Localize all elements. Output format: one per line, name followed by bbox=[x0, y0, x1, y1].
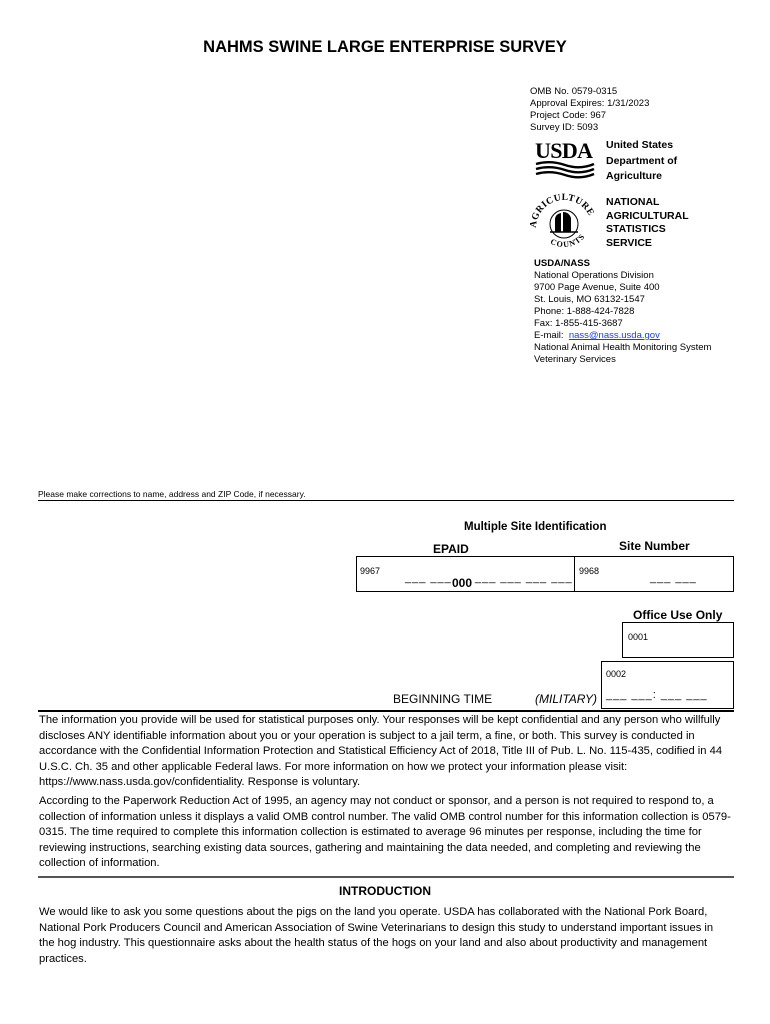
survey-title: NAHMS SWINE LARGE ENTERPRISE SURVEY bbox=[203, 38, 567, 56]
beginning-time-label: BEGINNING TIME bbox=[393, 692, 493, 706]
project-code: Project Code: 967 bbox=[530, 110, 607, 121]
approval-expires: Approval Expires: 1/31/2023 bbox=[530, 98, 650, 109]
fax-line: Fax: 1-855-415-3687 bbox=[534, 318, 623, 329]
mailing-address bbox=[534, 258, 711, 366]
nass-name-line: AGRICULTURAL bbox=[606, 209, 689, 222]
introduction-heading: INTRODUCTION bbox=[339, 884, 431, 898]
address-line: National Operations Division bbox=[534, 270, 654, 281]
seal-top-text: AGRICULTURE bbox=[528, 192, 596, 229]
office-use-label: Office Use Only bbox=[633, 608, 723, 622]
epaid-code: 9967 bbox=[360, 566, 381, 576]
omb-number: OMB No. 0579-0315 bbox=[530, 86, 618, 97]
usda-name-line: Department of bbox=[606, 154, 678, 167]
paperwork-paragraph: According to the Paperwork Reduction Act of 1995, an agency may not conduct or sponsor, and a person is not required to respond to, a collection of information unless it displays a valid OMB control number. The valid OMB control number for this information collection is 0579-0315. The time required to complete this information collection is estimated to average 96 minutes per response, including the time for reviewing instructions, searching existing data sources, gathering and maintaining the data needed, and completing and reviewing the collection of information. bbox=[39, 795, 731, 869]
address-line: Veterinary Services bbox=[534, 354, 616, 365]
office-use-field[interactable] bbox=[622, 622, 734, 658]
corrections-note: Please make corrections to name, address and ZIP Code, if necessary. bbox=[38, 489, 306, 499]
usda-logo-text: USDA bbox=[535, 138, 593, 163]
epaid-blanks-left: ___ ___ bbox=[405, 572, 452, 584]
office-code-1: 0001 bbox=[628, 632, 649, 642]
site-code: 9968 bbox=[579, 566, 600, 576]
divider bbox=[38, 710, 734, 712]
omb-info bbox=[530, 86, 649, 134]
site-id-heading: Multiple Site Identification bbox=[464, 521, 607, 533]
divider bbox=[38, 876, 734, 878]
email-link[interactable]: nass@nass.usda.gov bbox=[568, 330, 660, 341]
beginning-time-field[interactable] bbox=[601, 661, 734, 709]
nass-name-line: NATIONAL bbox=[606, 196, 660, 208]
nass-name-line: STATISTICS bbox=[606, 223, 666, 235]
seal-bottom-text: COUNTS bbox=[549, 231, 587, 250]
epaid-value: 000 bbox=[452, 576, 473, 590]
email-label: E-mail: bbox=[534, 330, 567, 341]
usda-name-line: United States bbox=[606, 139, 674, 151]
time-blanks: ___ ___: ___ ___ bbox=[606, 689, 708, 701]
site-number-label: Site Number bbox=[619, 539, 690, 553]
usda-name bbox=[606, 138, 677, 185]
introduction-text: We would like to ask you some questions about the pigs on the land you operate. USDA has collaborated with the National Pork Board, National Pork Producers Council and American Association of Swine Veterinarians to design this study to understand important issues in the hog industry. This questionnaire asks about the health status of the hogs on your land and also about productivity and management practices. bbox=[39, 906, 714, 965]
usda-logo bbox=[534, 138, 596, 184]
divider bbox=[38, 500, 734, 501]
confidentiality-paragraph: The information you provide will be used for statistical purposes only. Your responses will be kept confidential and any person who willfully discloses ANY identifiable information about you or your operation is subject to a jail term, a fine, or both. This survey is conducted in accordance with the Confidential Information Protection and Statistical Efficiency Act of 2018, Title III of Pub. L. No. 115-435, codified in 44 U.S.C. Ch. 35 and other applicable Federal laws. For more information on how we protect your information please visit: https://www.nass.usda.gov/confidentiality. Response is voluntary. bbox=[39, 714, 723, 788]
nass-seal-logo bbox=[528, 188, 600, 252]
epaid-label: EPAID bbox=[433, 542, 469, 556]
nass-name bbox=[606, 196, 689, 250]
office-code-2: 0002 bbox=[606, 669, 627, 679]
site-number-field[interactable] bbox=[574, 556, 734, 592]
military-label: (MILITARY) bbox=[535, 692, 597, 706]
address-line: National Animal Health Monitoring System bbox=[534, 342, 712, 353]
epaid-blanks-right: ___ ___ ___ ___ bbox=[475, 572, 573, 584]
address-line: St. Louis, MO 63132-1547 bbox=[534, 294, 645, 305]
survey-id: Survey ID: 5093 bbox=[530, 122, 599, 133]
address-org: USDA/NASS bbox=[534, 258, 590, 269]
email-line bbox=[534, 330, 711, 342]
site-blanks: ___ ___ bbox=[650, 572, 697, 584]
address-line: 9700 Page Avenue, Suite 400 bbox=[534, 282, 660, 293]
nass-name-line: SERVICE bbox=[606, 236, 652, 249]
phone-line: Phone: 1-888-424-7828 bbox=[534, 306, 635, 317]
time-colon: : bbox=[652, 689, 657, 701]
usda-name-line: Agriculture bbox=[606, 170, 663, 182]
epaid-field[interactable] bbox=[356, 556, 575, 592]
